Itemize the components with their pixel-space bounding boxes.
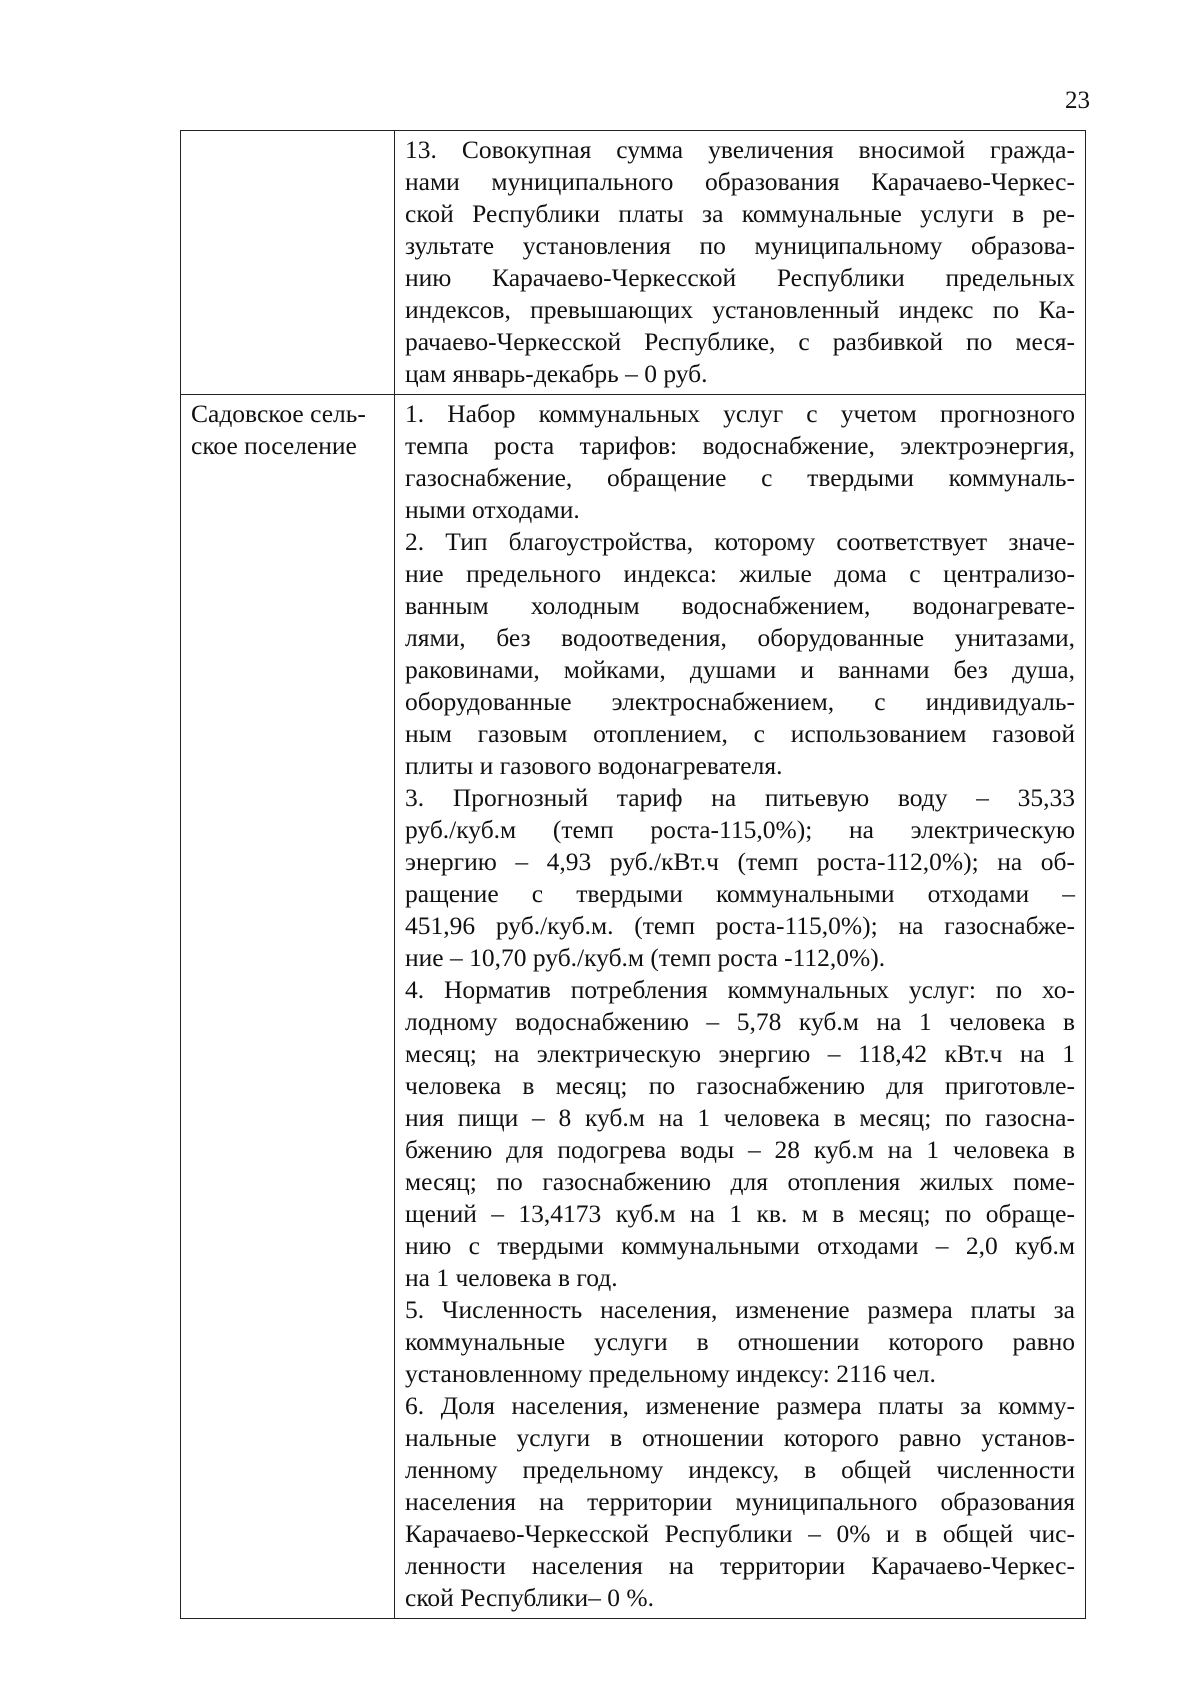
paragraph-line: ской Республики платы за коммунальные услуги в ре-: [405, 199, 1075, 228]
paragraph-line: цам январь-декабрь – 0 руб.: [405, 359, 708, 388]
paragraph-line: 5. Численность населения, изменение размера платы за: [405, 1295, 1075, 1324]
paragraph-line: щений – 13,4173 куб.м на 1 кв. м в месяц; по обраще-: [405, 1199, 1075, 1228]
paragraph-line: ным газовым отоплением, с использованием газовой: [405, 719, 1075, 748]
table-body: [181, 131, 1086, 1619]
paragraph-line: Карачаево-Черкесской Республики – 0% и в общей чис-: [405, 1519, 1075, 1548]
paragraph-line: 13. Совокупная сумма увеличения вносимой гражда-: [405, 135, 1075, 164]
paragraph-line: рачаево-Черкесской Республике, с разбивкой по меся-: [405, 327, 1075, 356]
indicator-paragraph: [405, 974, 1075, 1294]
indicator-paragraph: [405, 1294, 1075, 1390]
paragraph-line: нами муниципального образования Карачаево-Черкес-: [405, 167, 1075, 196]
paragraph-line: ванным холодным водоснабжением, водонагревате-: [405, 591, 1075, 620]
indicator-paragraph: [405, 526, 1075, 782]
info-table: [180, 130, 1086, 1619]
paragraph-line: раковинами, мойками, душами и ваннами без душа,: [405, 655, 1075, 684]
paragraph-line: месяц; по газоснабжению для отопления жилых поме-: [405, 1167, 1075, 1196]
paragraph-line: ской Республики– 0 %.: [405, 1583, 654, 1612]
paragraph-line: руб./куб.м (темп роста-115,0%); на электрическую: [405, 815, 1075, 844]
paragraph-line: лодному водоснабжению – 5,78 куб.м на 1 человека в: [405, 1007, 1075, 1036]
paragraph-line: населения на территории муниципального образования: [405, 1487, 1075, 1516]
paragraph-line: нальные услуги в отношении которого равно установ-: [405, 1423, 1075, 1452]
indicator-paragraph: [405, 134, 1075, 390]
paragraph-line: ленному предельному индексу, в общей численности: [405, 1455, 1075, 1484]
paragraph-line: месяц; на электрическую энергию – 118,42 кВт.ч на 1: [405, 1039, 1075, 1068]
indicator-paragraph: [405, 398, 1075, 526]
paragraph-line: ния пищи – 8 куб.м на 1 человека в месяц; по газосна-: [405, 1103, 1075, 1132]
paragraph-line: зультате установления по муниципальному образова-: [405, 231, 1075, 260]
paragraph-line: энергию – 4,93 руб./кВт.ч (темп роста-112,0%); на об-: [405, 847, 1075, 876]
paragraph-line: индексов, превышающих установленный индекс по Ка-: [405, 295, 1075, 324]
paragraph-line: ние предельного индекса: жилые дома с централизо-: [405, 559, 1075, 588]
paragraph-line: ращение с твердыми коммунальными отходами –: [405, 879, 1075, 908]
indicator-paragraph: [405, 1390, 1075, 1614]
settlement-name-line: Садовское сель-: [191, 399, 366, 428]
indicator-paragraph: [405, 782, 1075, 974]
paragraph-line: ние – 10,70 руб./куб.м (темп роста -112,0%).: [405, 943, 886, 972]
paragraph-line: ными отходами.: [405, 495, 580, 524]
paragraph-line: плиты и газового водонагревателя.: [405, 751, 783, 780]
settlement-name-cell: [181, 395, 395, 1619]
paragraph-line: нию Карачаево-Черкесской Республики предельных: [405, 263, 1075, 292]
paragraph-line: газоснабжение, обращение с твердыми коммуналь-: [405, 463, 1075, 492]
paragraph-line: темпа роста тарифов: водоснабжение, электроэнергия,: [405, 431, 1075, 460]
table-row: [181, 395, 1086, 1619]
paragraph-line: установленному предельному индексу: 2116 чел.: [405, 1359, 936, 1388]
paragraph-line: 451,96 руб./куб.м. (темп роста-115,0%); на газоснабже-: [405, 911, 1075, 940]
paragraph-line: человека в месяц; по газоснабжению для приготовле-: [405, 1071, 1075, 1100]
paragraph-line: 2. Тип благоустройства, которому соответствует значе-: [405, 527, 1075, 556]
settlement-name-cell: [181, 131, 395, 395]
paragraph-line: ленности населения на территории Карачаево-Черкес-: [405, 1551, 1075, 1580]
indicator-cell: [395, 395, 1086, 1619]
paragraph-line: 4. Норматив потребления коммунальных услуг: по хо-: [405, 975, 1075, 1004]
table-row: [181, 131, 1086, 395]
page-number: 23: [1065, 87, 1090, 114]
paragraph-line: оборудованные электроснабжением, с индивидуаль-: [405, 687, 1075, 716]
paragraph-line: лями, без водоотведения, оборудованные унитазами,: [405, 623, 1075, 652]
indicator-cell: [395, 131, 1086, 395]
paragraph-line: на 1 человека в год.: [405, 1263, 618, 1292]
paragraph-line: коммунальные услуги в отношении которого равно: [405, 1327, 1075, 1356]
paragraph-line: нию с твердыми коммунальными отходами – 2,0 куб.м: [405, 1231, 1075, 1260]
paragraph-line: бжению для подогрева воды – 28 куб.м на 1 человека в: [405, 1135, 1075, 1164]
settlement-name-line: ское поселение: [191, 431, 357, 460]
paragraph-line: 6. Доля населения, изменение размера платы за комму-: [405, 1391, 1075, 1420]
paragraph-line: 1. Набор коммунальных услуг с учетом прогнозного: [405, 399, 1075, 428]
paragraph-line: 3. Прогнозный тариф на питьевую воду – 35,33: [405, 783, 1075, 812]
